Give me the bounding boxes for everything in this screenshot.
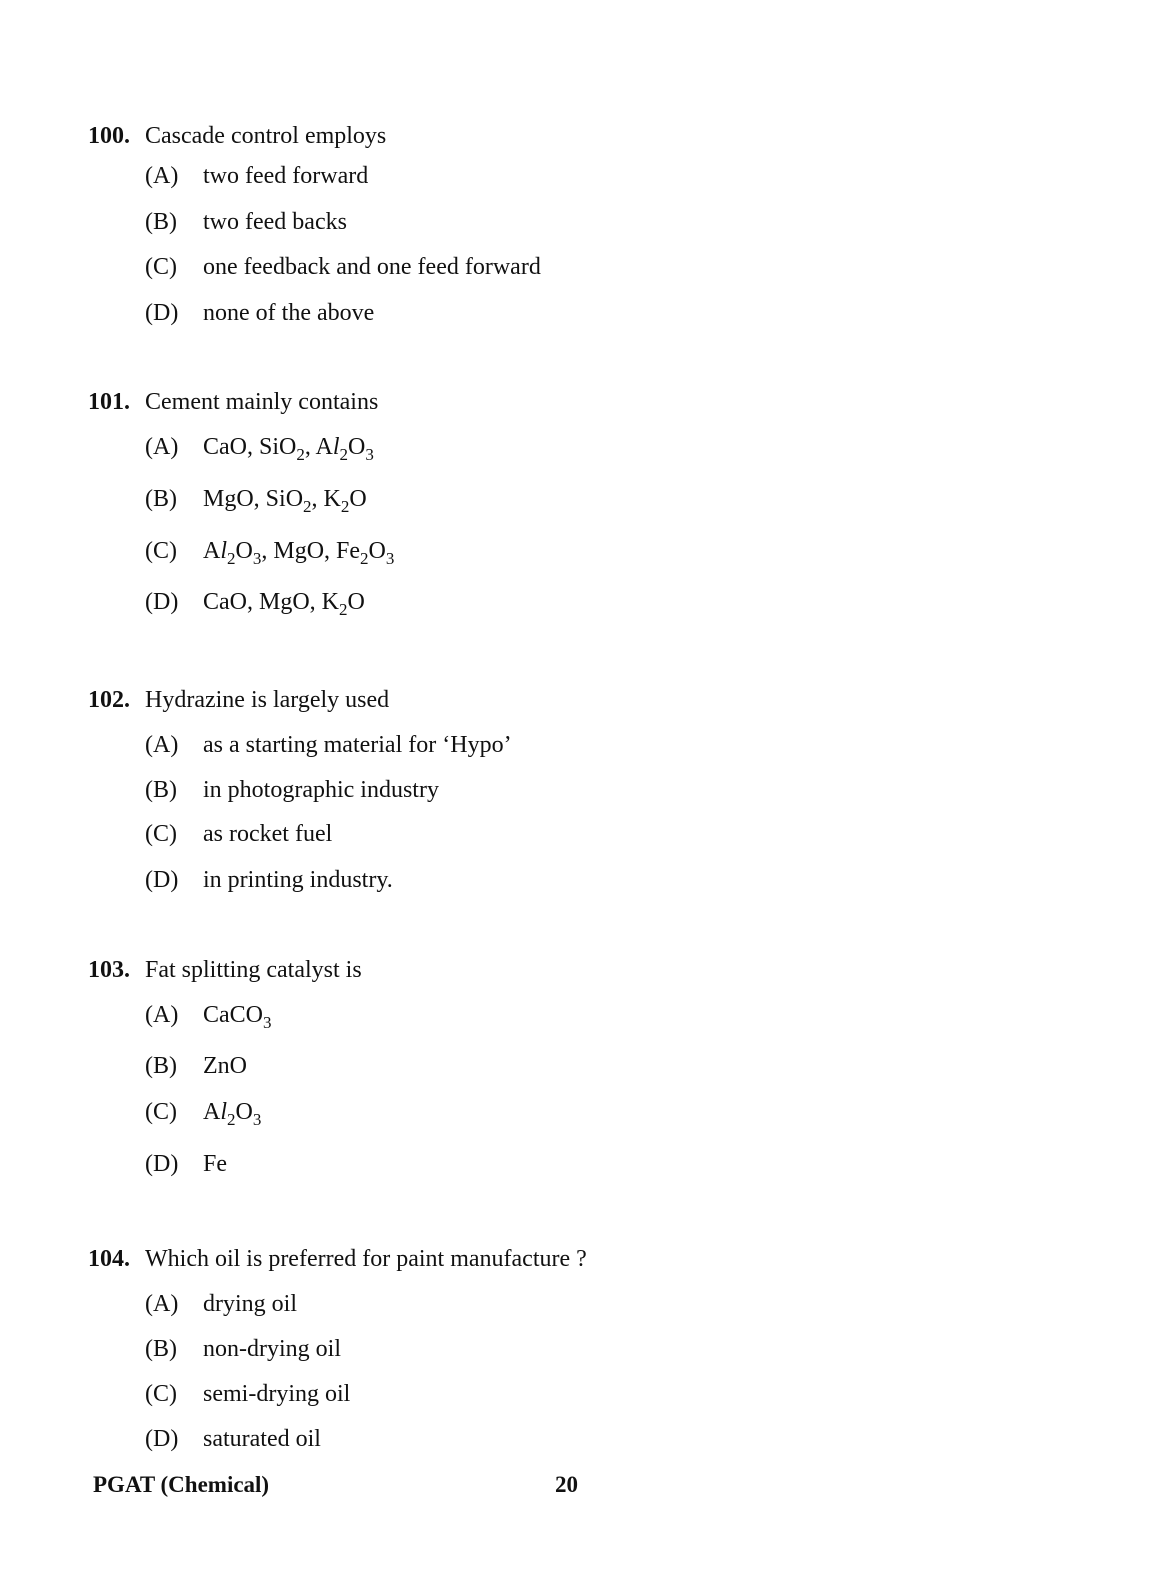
option-d[interactable]	[145, 299, 374, 327]
subscript: 2	[339, 445, 349, 464]
italic-letter: l	[220, 1099, 228, 1125]
option-b[interactable]	[145, 1335, 341, 1363]
option-b[interactable]	[145, 1052, 247, 1080]
option-d[interactable]	[145, 1150, 227, 1178]
option-label: (D)	[145, 300, 179, 326]
option-label: (B)	[145, 209, 177, 235]
option-a[interactable]	[145, 162, 368, 190]
option-d[interactable]	[145, 866, 393, 894]
option-label: (C)	[145, 254, 177, 280]
option-text: two feed backs	[203, 209, 347, 235]
option-a[interactable]	[145, 1290, 297, 1318]
option-text: drying oil	[203, 1291, 297, 1317]
option-label: (B)	[145, 777, 177, 803]
option-label: (A)	[145, 732, 179, 758]
option-label: (C)	[145, 538, 177, 564]
question-stem	[88, 1245, 1088, 1273]
option-c[interactable]	[145, 253, 541, 281]
option-text: none of the above	[203, 300, 375, 326]
question-text: Cement mainly contains	[145, 389, 379, 415]
question-text: Hydrazine is largely used	[145, 687, 390, 713]
subscript: 2	[227, 1110, 236, 1129]
subscript: 3	[385, 549, 395, 568]
option-label: (B)	[145, 1336, 177, 1362]
option-label: (C)	[145, 1099, 177, 1125]
option-c[interactable]	[145, 1380, 350, 1408]
option-text: Fe	[203, 1151, 227, 1177]
question-text: Which oil is preferred for paint manufacture ?	[145, 1246, 587, 1272]
italic-letter: l	[332, 434, 340, 460]
option-text: CaO, MgO, $K_2O$	[203, 589, 365, 619]
option-d[interactable]	[145, 588, 365, 619]
option-text: in photographic industry	[203, 777, 439, 803]
subscript: 2	[296, 445, 305, 464]
question-103	[88, 956, 1088, 1177]
option-text: $Al_2O_3$	[203, 1099, 262, 1129]
option-text: as rocket fuel	[203, 821, 333, 847]
option-label: (A)	[145, 434, 179, 460]
question-stem	[88, 956, 1088, 984]
option-text: ZnO	[203, 1053, 247, 1079]
option-label: (B)	[145, 486, 177, 512]
option-label: (D)	[145, 867, 179, 893]
option-c[interactable]	[145, 537, 395, 568]
question-101	[88, 388, 1088, 619]
option-label: (A)	[145, 1002, 179, 1028]
question-number: 102.	[88, 687, 130, 713]
option-label: (C)	[145, 1381, 177, 1407]
option-label: (A)	[145, 163, 179, 189]
option-text: CaCO$_3$	[203, 1002, 272, 1032]
question-102	[88, 686, 1088, 893]
option-label: (A)	[145, 1291, 179, 1317]
page-number: 20	[555, 1472, 578, 1497]
question-number: 100.	[88, 123, 130, 149]
option-text: $Al_2O_3$, MgO, $Fe_2O_3$	[203, 538, 395, 568]
subscript: 3	[365, 445, 374, 464]
subscript: 3	[263, 1013, 272, 1032]
option-text: MgO, SiO$_2$, $K_2O$	[203, 486, 367, 516]
option-b[interactable]	[145, 776, 439, 804]
subscript: 2	[227, 549, 236, 568]
option-text: saturated oil	[203, 1426, 321, 1452]
option-label: (D)	[145, 1151, 179, 1177]
exam-name: PGAT (Chemical)	[93, 1472, 270, 1497]
option-text: CaO, SiO$_2$, $Al_2O_3$	[203, 434, 374, 464]
question-number: 104.	[88, 1246, 130, 1272]
subscript: 2	[360, 549, 369, 568]
question-104	[88, 1245, 1088, 1452]
italic-letter: l	[220, 538, 228, 564]
subscript: 2	[303, 497, 312, 516]
option-a[interactable]	[145, 1001, 272, 1032]
subscript: 3	[252, 1110, 262, 1129]
option-text: in printing industry.	[203, 867, 393, 893]
option-label: (B)	[145, 1053, 177, 1079]
question-number: 103.	[88, 957, 130, 983]
option-text: one feedback and one feed forward	[203, 254, 541, 280]
question-stem	[88, 686, 1088, 714]
option-b[interactable]	[145, 208, 347, 236]
question-text: Fat splitting catalyst is	[145, 957, 362, 983]
question-stem	[88, 388, 1088, 416]
option-label: (C)	[145, 821, 177, 847]
option-c[interactable]	[145, 1098, 262, 1129]
subscript: 2	[340, 497, 350, 516]
option-c[interactable]	[145, 820, 332, 848]
question-100	[88, 122, 1088, 326]
option-text: semi-drying oil	[203, 1381, 351, 1407]
subscript: 3	[252, 549, 262, 568]
option-label: (D)	[145, 589, 179, 615]
option-text: two feed forward	[203, 163, 369, 189]
option-text: as a starting material for ‘Hypo’	[203, 732, 512, 758]
question-text: Cascade control employs	[145, 123, 387, 149]
option-text: non-drying oil	[203, 1336, 341, 1362]
question-stem	[88, 122, 1088, 150]
option-a[interactable]	[145, 433, 374, 464]
option-a[interactable]	[145, 731, 512, 759]
option-label: (D)	[145, 1426, 179, 1452]
option-b[interactable]	[145, 485, 367, 516]
subscript: 2	[339, 600, 348, 619]
question-number: 101.	[88, 389, 130, 415]
option-d[interactable]	[145, 1425, 321, 1453]
